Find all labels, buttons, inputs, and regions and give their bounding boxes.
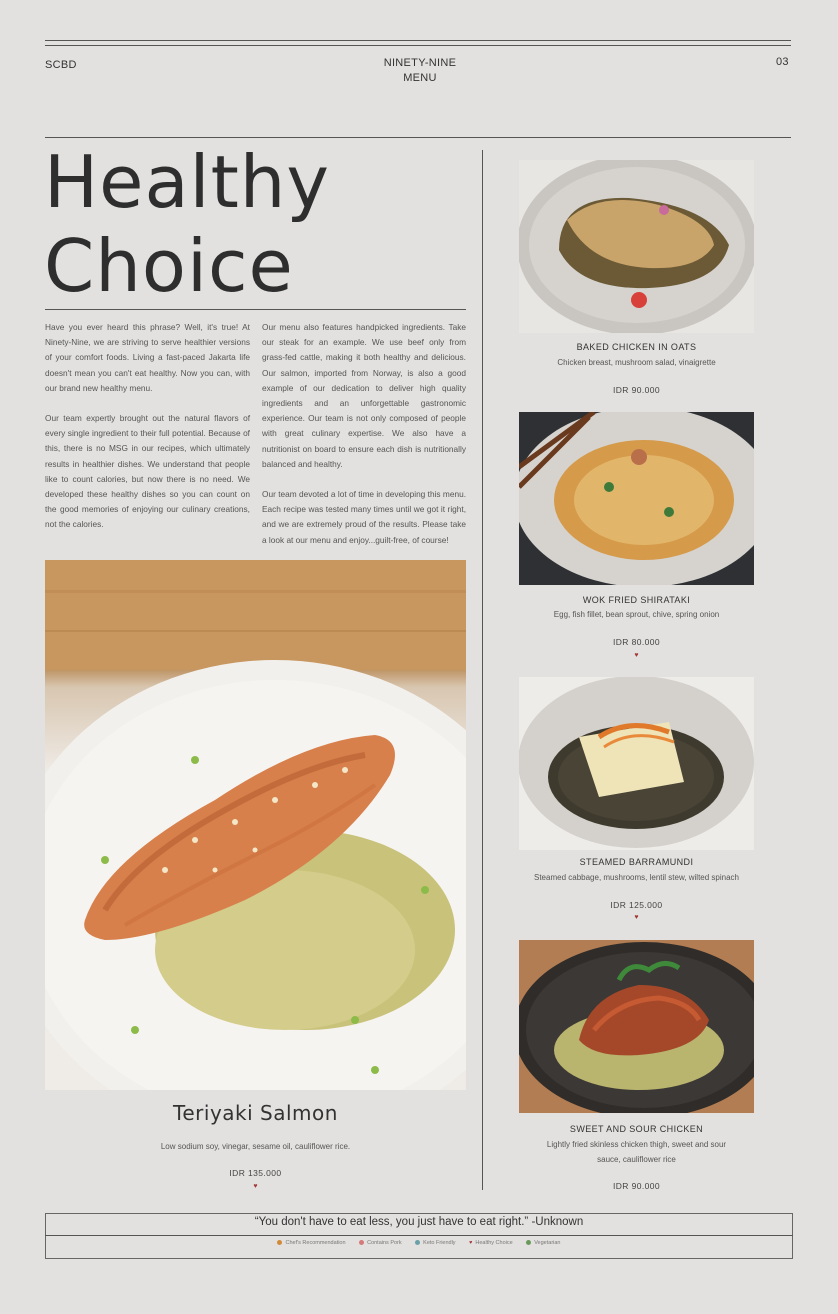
column-divider: [482, 150, 483, 1190]
dish-desc: Egg, fish fillet, bean sprout, chive, spring onion: [553, 610, 720, 619]
dish-name: SWEET AND SOUR CHICKEN: [569, 1124, 704, 1134]
keto-friendly-icon: [415, 1240, 420, 1245]
feature-dish-name: Teriyaki Salmon: [173, 1101, 338, 1125]
baked-chicken-illustration: [519, 160, 754, 333]
intro-paragraph: Our team expertly brought out the natural flavors of every single ingredient to their full potential. Because of this, there is no MSG in our recipes, which ultimately results in healthier dishes. We understand that people like to count calories, but now there is no need. We developed these healthy dishes so you can count on the good memories of enjoying our culinary creations, not the calories.: [45, 413, 250, 530]
barramundi-illustration: [519, 677, 754, 850]
menu-title-line1: NINETY-NINE: [383, 57, 457, 69]
legend-label: Healthy Choice: [475, 1240, 513, 1246]
intro-column-2: [262, 320, 466, 563]
healthy-choice-icon: ♥: [469, 1240, 473, 1246]
sweet-and-sour-chicken-photo: [519, 940, 754, 1113]
shirataki-illustration: [519, 412, 754, 585]
dish-name: WOK FRIED SHIRATAKI: [582, 595, 691, 605]
legend-item-keto: [415, 1240, 455, 1246]
dish-price: IDR 90.000: [613, 1181, 660, 1191]
page-title-line2: Choice: [44, 224, 294, 308]
teriyaki-salmon-photo: [45, 560, 466, 1090]
legend-label: Vegetarian: [534, 1240, 561, 1246]
header-rule-top-inner: [45, 45, 791, 46]
dish-name: BAKED CHICKEN IN OATS: [576, 342, 697, 352]
page-title: [44, 140, 330, 308]
page-title-line1: Healthy: [44, 140, 331, 224]
legend-label: Chef's Recommendation: [285, 1240, 346, 1246]
legend-label: Contains Pork: [367, 1240, 402, 1246]
menu-title: [340, 56, 500, 86]
section-rule: [45, 137, 791, 138]
chef-recommendation-icon: [277, 1240, 282, 1245]
dish-desc: Steamed cabbage, mushrooms, lentil stew, wilted spinach: [534, 873, 739, 882]
dish-price: IDR 80.000: [613, 637, 660, 647]
steamed-barramundi-photo: [519, 677, 754, 850]
intro-column-1: [45, 320, 250, 548]
header-rule-top: [45, 40, 791, 41]
menu-title-line2: MENU: [403, 72, 437, 84]
healthy-choice-icon: ♥: [253, 1183, 258, 1190]
legend-item-pork: [359, 1240, 402, 1246]
vegetarian-icon: [526, 1240, 531, 1245]
quote-text: “You don't have to eat less, you just have to eat right.” -Unknown: [254, 1216, 584, 1228]
legend-item-healthy: [469, 1240, 513, 1246]
wok-fried-shirataki-photo: [519, 412, 754, 585]
legend-item-chef: [277, 1240, 345, 1246]
intro-paragraph: Our team devoted a lot of time in developing this menu. Each recipe was tested many times until we got it right, and we are extremely proud of the results. Please take a look at our menu and enjoy...guilt-free, of course!: [262, 489, 466, 545]
title-rule: [45, 309, 466, 310]
page-number: 03: [776, 56, 789, 68]
salmon-dish-illustration: [45, 560, 466, 1090]
location-label: SCBD: [45, 59, 77, 71]
feature-dish-price: IDR 135.000: [229, 1168, 282, 1178]
legend-label: Keto Friendly: [423, 1240, 456, 1246]
baked-chicken-photo: [519, 160, 754, 333]
quote-divider: [45, 1235, 793, 1236]
dish-price: IDR 125.000: [610, 900, 663, 910]
intro-paragraph: Our menu also features handpicked ingredients. Take our steak for an example. We use beef only from grass-fed cattle, making it both healthy and delicious. Our salmon, imported from Norway, is also a good example of our dedication to deliver high quality ingredients and an unforgettable gastronomic experience. Our team is not only composed of people with great culinary expertise. We also have a nutritionist on board to ensure each dish is nutritionally balanced and healthy.: [262, 322, 466, 469]
healthy-choice-icon: ♥: [634, 652, 639, 659]
legend-item-vegetarian: [526, 1240, 560, 1246]
dish-desc: Lightly fried skinless chicken thigh, sweet and sour sauce, cauliflower rice: [546, 1140, 727, 1164]
dish-desc: Chicken breast, mushroom salad, vinaigrette: [557, 358, 716, 367]
dish-name: STEAMED BARRAMUNDI: [579, 857, 694, 867]
legend: [45, 1240, 793, 1246]
feature-dish-desc: Low sodium soy, vinegar, sesame oil, cauliflower rice.: [160, 1142, 351, 1151]
sweet-sour-chicken-illustration: [519, 940, 754, 1113]
dish-price: IDR 90.000: [613, 385, 660, 395]
intro-paragraph: Have you ever heard this phrase? Well, it's true! At Ninety-Nine, we are striving to serve healthier versions of your comfort foods. Living a fast-paced Jakarta life doesn't mean you can't eat healthy. Now you can, with our brand new healthy menu.: [45, 322, 250, 393]
contains-pork-icon: [359, 1240, 364, 1245]
healthy-choice-icon: ♥: [634, 914, 639, 921]
